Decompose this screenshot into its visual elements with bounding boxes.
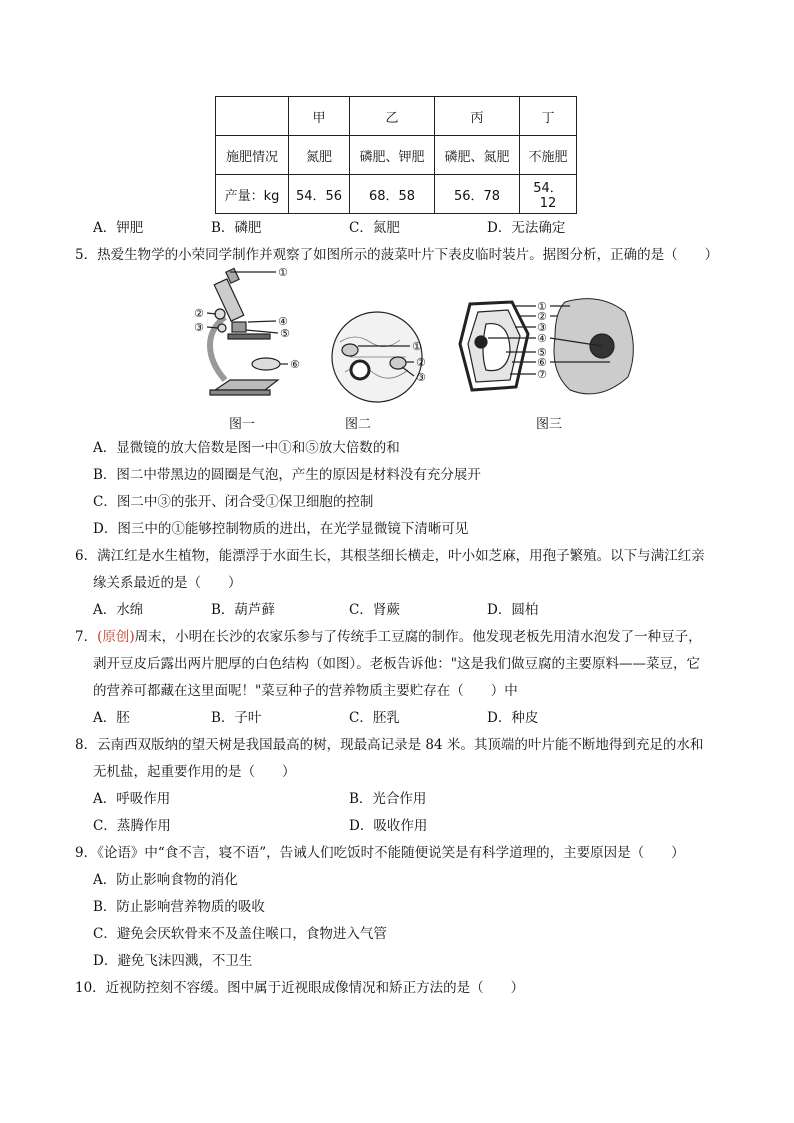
table-cell: 56．78 bbox=[435, 175, 520, 214]
fig3-caption: 图三 bbox=[536, 417, 563, 432]
table-cell: 丁 bbox=[520, 97, 577, 136]
q5-stem: 5．热爱生物学的小荣同学制作并观察了如图所示的菠菜叶片下表皮临时装片。据图分析，正确的是（ ） bbox=[75, 247, 719, 263]
q7-stem bbox=[75, 625, 702, 645]
microscope-view-figure bbox=[332, 312, 422, 402]
q8-option-a[interactable]: A．呼吸作用 bbox=[93, 791, 171, 807]
microscope-figure bbox=[207, 268, 288, 395]
table-cell: 54．56 bbox=[289, 175, 350, 214]
table-cell: 施肥情况 bbox=[216, 136, 289, 175]
q7-option-c[interactable]: C．胚乳 bbox=[349, 710, 400, 726]
fig1-caption: 图一 bbox=[229, 417, 256, 432]
fig1-mark: ④ bbox=[278, 315, 288, 328]
q5-option-d[interactable]: D．图三中的①能够控制物质的进出，在光学显微镜下清晰可见 bbox=[93, 521, 469, 537]
fig2-caption: 图二 bbox=[345, 417, 372, 432]
q7-option-d[interactable]: D．种皮 bbox=[487, 710, 539, 726]
fig2-mark: ① bbox=[412, 340, 422, 353]
q6-option-a[interactable]: A．水绵 bbox=[93, 602, 144, 618]
fig3-number-labels bbox=[537, 300, 547, 381]
q7-number: 7． bbox=[75, 629, 98, 645]
q8-option-c[interactable]: C．蒸腾作用 bbox=[93, 818, 171, 834]
fertilizer-table bbox=[215, 96, 577, 214]
fig1-mark: ③ bbox=[194, 321, 204, 334]
table-cell: 甲 bbox=[289, 97, 350, 136]
q5-figures bbox=[170, 262, 640, 432]
fig1-mark: ① bbox=[278, 266, 288, 279]
fig3-mark: ⑦ bbox=[537, 368, 547, 381]
q9-option-a[interactable]: A．防止影响食物的消化 bbox=[93, 872, 238, 888]
q6-stem-cont: 缘关系最近的是（ ） bbox=[93, 575, 242, 591]
q5-option-c[interactable]: C．图二中③的张开、闭合受①保卫细胞的控制 bbox=[93, 494, 374, 510]
table-header-row bbox=[216, 97, 577, 136]
q8-stem-cont: 无机盐，起重要作用的是（ ） bbox=[93, 764, 296, 780]
table-cell: 产量：kg bbox=[216, 175, 289, 214]
q4-options bbox=[0, 216, 794, 236]
q9-stem: 9．《论语》中“食不言，寝不语”，告诫人们吃饭时不能随便说笑是有科学道理的，主要原因是（ ） bbox=[75, 845, 685, 861]
q6-option-b[interactable]: B．葫芦藓 bbox=[211, 602, 275, 618]
q4-option-a[interactable]: A．钾肥 bbox=[93, 220, 144, 236]
fig2-mark: ③ bbox=[416, 371, 426, 384]
q7-stem-cont: 的营养可都藏在这里面呢！"菜豆种子的营养物质主要贮存在（ ）中 bbox=[93, 683, 518, 699]
fig2-mark: ② bbox=[416, 356, 426, 369]
table-cell: 磷肥、氮肥 bbox=[435, 136, 520, 175]
fig3-mark: ⑤ bbox=[537, 346, 547, 359]
q9-option-b[interactable]: B．防止影响营养物质的吸收 bbox=[93, 899, 265, 915]
q5-option-b[interactable]: B．图二中带黑边的圆圈是气泡，产生的原因是材料没有充分展开 bbox=[93, 467, 481, 483]
q7-option-b[interactable]: B．子叶 bbox=[211, 710, 262, 726]
q7-option-a[interactable]: A．胚 bbox=[93, 710, 130, 726]
table-cell: 54．12 bbox=[520, 175, 577, 214]
fig3-mark: ④ bbox=[537, 332, 547, 345]
table-cell: 乙 bbox=[350, 97, 435, 136]
fig3-mark: ③ bbox=[537, 321, 547, 334]
table-row bbox=[216, 175, 577, 214]
table-cell: 氮肥 bbox=[289, 136, 350, 175]
q7-original-tag: (原创) bbox=[97, 629, 135, 645]
q4-option-b[interactable]: B．磷肥 bbox=[211, 220, 262, 236]
q7-options bbox=[0, 706, 794, 726]
fig1-mark: ⑥ bbox=[290, 358, 300, 371]
fig3-mark: ① bbox=[537, 300, 547, 313]
q6-option-c[interactable]: C．肾蕨 bbox=[349, 602, 400, 618]
fig1-mark: ⑤ bbox=[280, 327, 290, 340]
q8-stem: 8．云南西双版纳的望天树是我国最高的树，现最高记录是 84 米。其顶端的叶片能不断地得到充足的水和 bbox=[75, 737, 704, 753]
q8-option-b[interactable]: B．光合作用 bbox=[349, 791, 427, 807]
q6-option-d[interactable]: D．圆柏 bbox=[487, 602, 539, 618]
table-cell: 不施肥 bbox=[520, 136, 577, 175]
q6-options bbox=[0, 598, 794, 618]
table-cell: 68．58 bbox=[350, 175, 435, 214]
table-cell: 丙 bbox=[435, 97, 520, 136]
q6-stem: 6．满江红是水生植物，能漂浮于水面生长，其根茎细长横走，叶小如芝麻，用孢子繁殖。以下与满江红亲 bbox=[75, 548, 705, 564]
q10-stem: 10．近视防控刻不容缓。图中属于近视眼成像情况和矫正方法的是（ ） bbox=[75, 980, 525, 996]
table-cell: 磷肥、钾肥 bbox=[350, 136, 435, 175]
fig1-mark: ② bbox=[194, 307, 204, 320]
q9-option-c[interactable]: C．避免会厌软骨来不及盖住喉口，食物进入气管 bbox=[93, 926, 387, 942]
q8-option-d[interactable]: D．吸收作用 bbox=[349, 818, 428, 834]
q7-stem-text: 周末，小明在长沙的农家乐参与了传统手工豆腐的制作。他发现老板先用清水泡发了一种豆子， bbox=[134, 629, 702, 645]
q7-stem-cont: 剥开豆皮后露出两片肥厚的白色结构（如图）。老板告诉他："这是我们做豆腐的主要原料——菜豆，它 bbox=[93, 656, 700, 672]
fig3-mark: ② bbox=[537, 310, 547, 323]
q4-option-d[interactable]: D．无法确定 bbox=[487, 220, 566, 236]
table-row bbox=[216, 136, 577, 175]
fig3-mark: ⑥ bbox=[537, 356, 547, 369]
q5-option-a[interactable]: A．显微镜的放大倍数是图一中①和⑤放大倍数的和 bbox=[93, 440, 400, 456]
q9-option-d[interactable]: D．避免飞沫四溅，不卫生 bbox=[93, 953, 253, 969]
table-cell bbox=[216, 97, 289, 136]
q4-option-c[interactable]: C．氮肥 bbox=[349, 220, 400, 236]
